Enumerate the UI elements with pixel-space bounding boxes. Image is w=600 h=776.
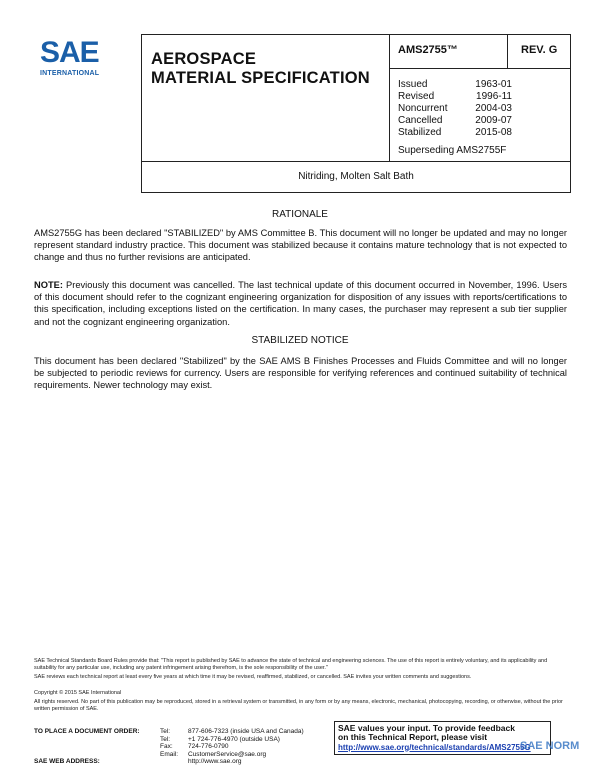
rationale-heading: RATIONALE [272, 209, 328, 220]
revision-label: REV. G [521, 44, 558, 56]
subject-divider [141, 161, 571, 162]
date-row: Stabilized 2015-08 [398, 127, 512, 139]
spec-title: AEROSPACE MATERIAL SPECIFICATION [151, 50, 370, 87]
sae-logo [40, 38, 99, 77]
policy-text-1: SAE Technical Standards Board Rules provide that: "This report is published by SAE to advance the state of technical and engineering sciences. The use of this report is entirely voluntary, and its applicability and suitability for any particular use, including any patent infringement arising therefrom, is the sole responsibility of the user." [34, 658, 548, 671]
note-paragraph [34, 279, 567, 328]
logo-mark: SAE [40, 36, 99, 69]
date-row: Cancelled 2009-07 [398, 115, 512, 127]
web-label: SAE WEB ADDRESS: [34, 757, 100, 765]
docno-divider [389, 68, 571, 69]
order-labels [34, 728, 140, 765]
superseding-note: Superseding AMS2755F [398, 145, 507, 156]
rights-text: All rights reserved. No part of this publication may be reproduced, stored in a retrieval system or transmitted, in any form or by any means, electronic, mechanical, photocopying, recording, or otherwise, without the prior written permission of SAE. [34, 699, 563, 712]
document-subject: Nitriding, Molten Salt Bath [298, 171, 414, 182]
copyright-text: Copyright © 2015 SAE International [34, 690, 122, 696]
contact-list [160, 728, 304, 766]
note-label: NOTE: [34, 280, 63, 290]
policy-text-2: SAE reviews each technical report at least every five years at which time it may be revised, reaffirmed, stabilized, or cancelled. SAE invites your written comments and suggestions. [34, 674, 472, 680]
document-number: AMS2755™ [398, 44, 458, 56]
watermark-logo: SAE NORM [520, 740, 580, 752]
header-divider-vertical [389, 34, 390, 161]
website-link[interactable]: http://www.sae.org [188, 758, 242, 765]
date-row: Noncurrent 2004-03 [398, 103, 512, 115]
feedback-link[interactable]: http://www.sae.org/technical/standards/AMS2755G [338, 742, 531, 752]
rev-divider [507, 34, 508, 68]
contact-row[interactable] [160, 758, 304, 766]
contact-row: Tel: +1 724-776-4970 (outside USA) [160, 735, 280, 743]
rationale-text: AMS2755G has been declared "STABILIZED" by AMS Committee B. This document will no longer be updated and may no longer represent standard industry practice. This document was stabilized because it contains mature technology that is not expected to change and thus no further revisions are anticipated. [34, 228, 567, 263]
note-text: Previously this document was cancelled. The last technical update of this document occurred in November, 1996. Users of this document should refer to the cognizant engineering organization for disposition of any issues with reports/certifications to this specification, including exceptions listed on the certification. In many cases, the purchaser may represent a sub tier supplier and not the cognizant engineering organization. [34, 280, 567, 327]
order-label: TO PLACE A DOCUMENT ORDER: [34, 728, 140, 735]
stabilized-heading: STABILIZED NOTICE [251, 335, 349, 346]
date-row: Revised 1996-11 [398, 91, 512, 103]
stabilized-text: This document has been declared "Stabilized" by the SAE AMS B Finishes Processes and Fluids Committee and will no longer be subjected to periodic reviews for currency. Users are responsible for verifying references and continued suitability of technical requirements. Newer technology may exist. [34, 356, 567, 391]
date-table [398, 79, 512, 139]
contact-row: Fax: 724-776-0790 [160, 743, 229, 750]
contact-row: Email: CustomerService@sae.org [160, 750, 267, 758]
contact-row: Tel: 877-606-7323 (inside USA and Canada) [160, 728, 304, 735]
logo-subtitle: INTERNATIONAL [40, 70, 100, 77]
date-row: Issued 1963-01 [398, 79, 512, 90]
feedback-box: SAE values your input. To provide feedback on this Technical Report, please visit http://www.sae.org/technical/standards/AMS2755G [334, 721, 551, 755]
